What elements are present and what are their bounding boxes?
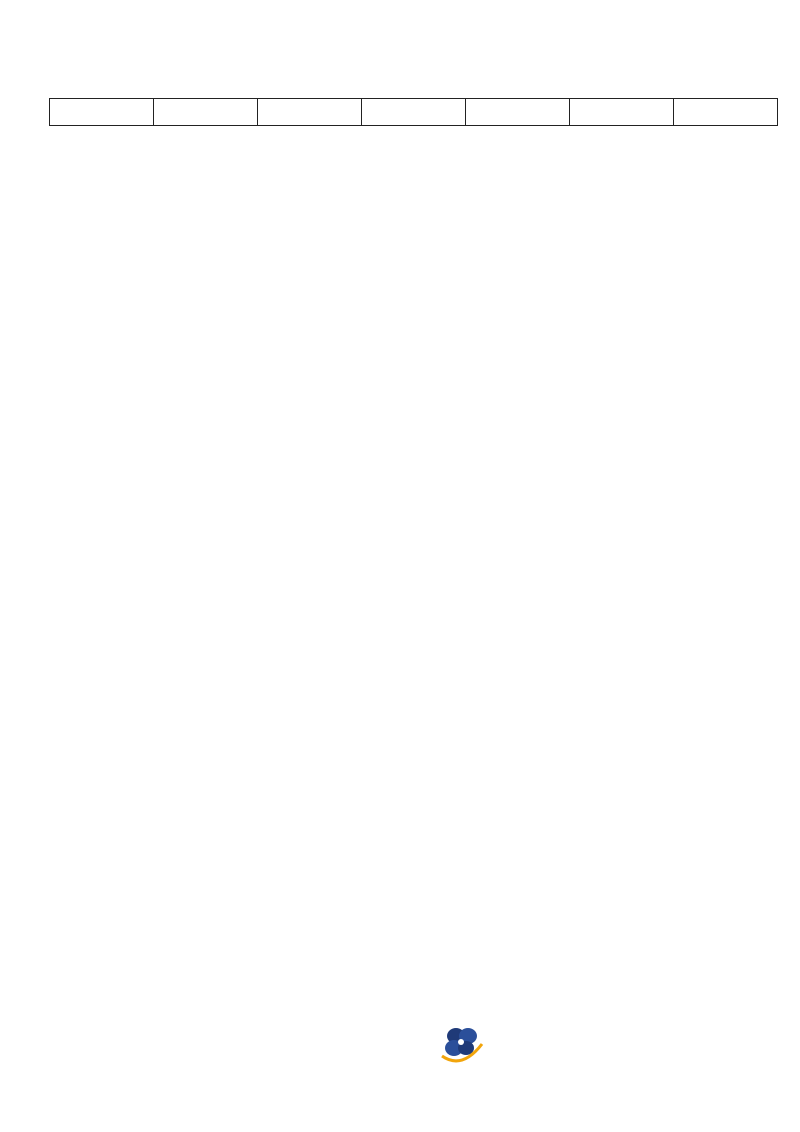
header-jeudi: [362, 99, 466, 126]
header-vendredi: [466, 99, 570, 126]
monthly-calendar: [49, 98, 778, 126]
weekday-header: [50, 99, 778, 126]
header-mardi: [154, 99, 258, 126]
header-samedi: [570, 99, 674, 126]
les-cedres-logo: [328, 1022, 488, 1082]
header-lundi: [50, 99, 154, 126]
logo-flower-icon: [438, 1022, 486, 1066]
header-mercredi: [258, 99, 362, 126]
header-dimanche: [674, 99, 778, 126]
